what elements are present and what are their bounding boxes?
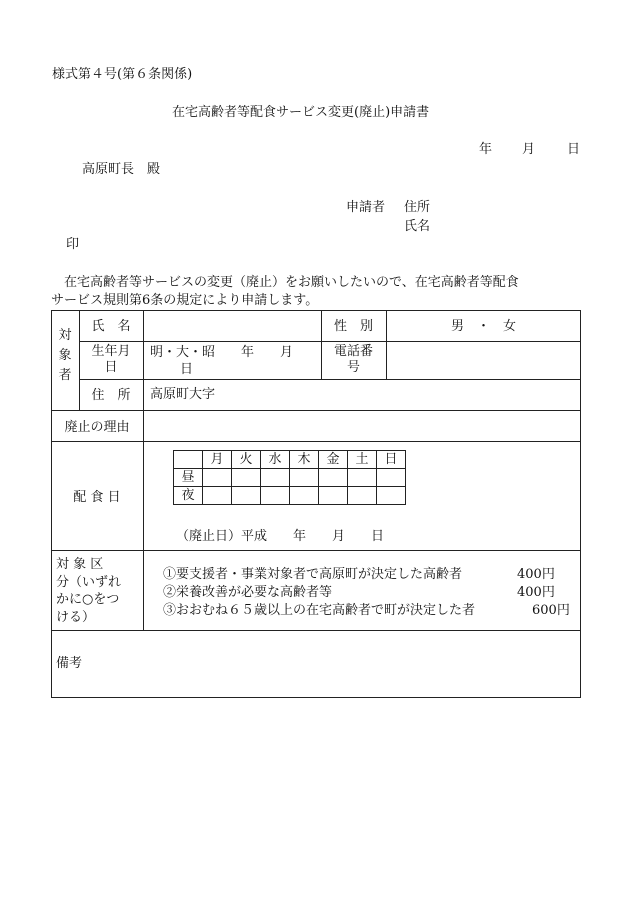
phone-value[interactable]: [387, 342, 580, 378]
category-option-1[interactable]: ①要支援者・事業対象者で高原町が決定した高齢者: [163, 567, 463, 582]
schedule-row-dinner: [174, 487, 406, 505]
schedule-cell[interactable]: [203, 469, 232, 487]
schedule-cell[interactable]: [261, 469, 290, 487]
body-text-line-1: 在宅高齢者等サービスの変更（廃止）をお願いしたいので、在宅高齢者等配食: [64, 275, 519, 290]
abolish-date[interactable]: （廃止日）平成 年 月 日: [176, 529, 385, 544]
category-price-1: 400円: [517, 567, 555, 582]
applicant-address-label: 住所: [404, 200, 431, 215]
schedule-cell[interactable]: [348, 469, 377, 487]
applicant-name-label: 氏名: [404, 219, 431, 234]
schedule-cell[interactable]: [319, 487, 348, 505]
gender-label: 性 別: [333, 319, 373, 334]
address-label: 住 所: [91, 388, 131, 403]
schedule-cell[interactable]: [319, 469, 348, 487]
schedule-cell[interactable]: [261, 487, 290, 505]
schedule-cell[interactable]: [232, 469, 261, 487]
date-month: 月: [522, 142, 536, 157]
date-year: 年: [479, 142, 493, 157]
weekday-sun: 日: [377, 451, 406, 469]
subject-label: 対 象 者: [58, 328, 72, 384]
schedule-header-row: [174, 451, 406, 469]
weekday-thu: 木: [290, 451, 319, 469]
remarks-value[interactable]: [100, 632, 578, 696]
reason-value[interactable]: [144, 411, 580, 440]
delivery-label: 配 食 日: [73, 490, 121, 505]
category-price-3: 600円: [532, 603, 570, 618]
weekday-fri: 金: [319, 451, 348, 469]
schedule-cell[interactable]: [290, 487, 319, 505]
category-option-3[interactable]: ③おおむね６５歳以上の在宅高齢者で町が決定した者: [163, 603, 476, 618]
weekday-tue: 火: [232, 451, 261, 469]
birth-value[interactable]: 明・大・昭 年 月 日: [150, 345, 294, 377]
schedule-cell[interactable]: [348, 487, 377, 505]
weekday-mon: 月: [203, 451, 232, 469]
schedule-cell[interactable]: [232, 487, 261, 505]
row-label-lunch: 昼: [174, 469, 203, 487]
schedule-cell[interactable]: [377, 487, 406, 505]
date-day: 日: [567, 142, 581, 157]
name-label: 氏 名: [91, 319, 131, 334]
row-label-dinner: 夜: [174, 487, 203, 505]
body-text-line-2: サービス規則第6条の規定により申請します。: [51, 293, 319, 308]
gender-options[interactable]: 男 ・ 女: [450, 319, 516, 334]
schedule-cell[interactable]: [290, 469, 319, 487]
address-value[interactable]: 高原町大字: [150, 387, 216, 402]
applicant-label: 申請者: [346, 200, 386, 215]
weekday-wed: 水: [261, 451, 290, 469]
form-title: 在宅高齢者等配食サービス変更(廃止)申請書: [172, 105, 430, 120]
birth-label: 生年月 日: [91, 344, 131, 376]
category-option-2[interactable]: ②栄養改善が必要な高齢者等: [163, 585, 333, 600]
weekday-sat: 土: [348, 451, 377, 469]
category-label: 対 象 区 分（いずれ かに○をつ ける）: [56, 557, 122, 625]
form-number: 様式第４号(第６条関係): [52, 67, 193, 82]
schedule-row-lunch: [174, 469, 406, 487]
schedule-cell[interactable]: [203, 487, 232, 505]
remarks-label: 備考: [56, 656, 83, 671]
phone-label: 電話番 号: [333, 344, 373, 376]
delivery-schedule-grid: [173, 450, 406, 505]
name-value[interactable]: [144, 311, 320, 340]
addressee: 高原町長 殿: [82, 162, 161, 177]
category-price-2: 400円: [517, 585, 555, 600]
schedule-cell[interactable]: [377, 469, 406, 487]
seal-mark: 印: [66, 237, 80, 252]
reason-label: 廃止の理由: [64, 420, 130, 435]
